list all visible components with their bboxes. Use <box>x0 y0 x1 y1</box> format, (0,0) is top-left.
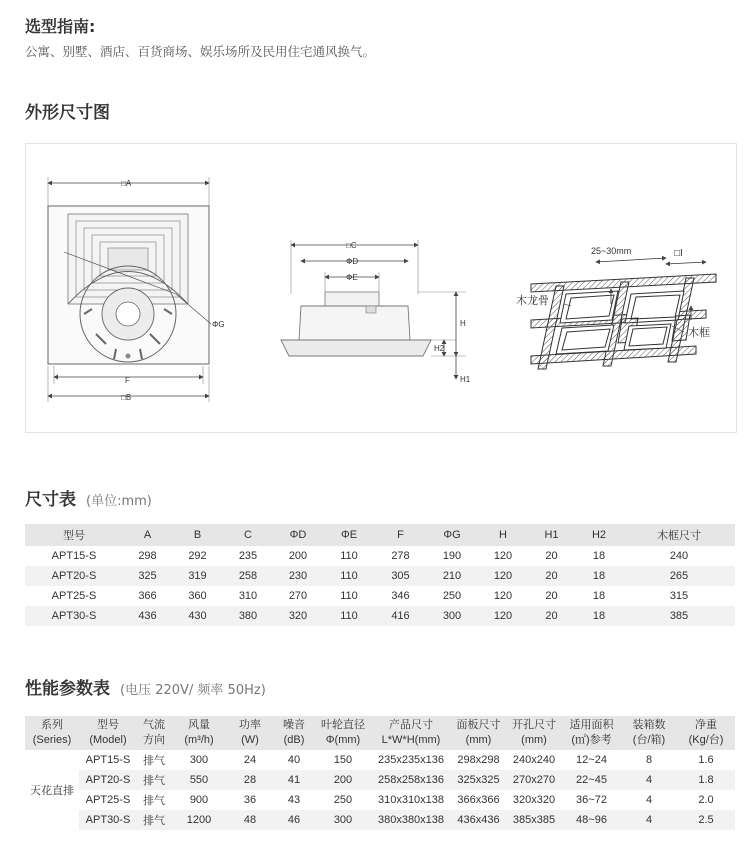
table-cell: APT15-S <box>51 550 97 562</box>
table-row <box>25 546 735 566</box>
table-cell: 235 <box>238 550 258 562</box>
table-row <box>25 790 735 810</box>
table-cell: 270x270 <box>506 770 562 790</box>
table-cell: 36 <box>243 794 257 806</box>
table-cell: 300 <box>315 810 371 830</box>
dim-header: C <box>223 524 273 546</box>
table-cell: 18 <box>592 590 606 602</box>
label-frame: 木框 <box>688 327 710 339</box>
table-cell: 41 <box>273 770 315 790</box>
table-cell: APT20-S <box>25 566 123 586</box>
table-cell: 310 <box>238 590 258 602</box>
table-cell: APT15-S <box>85 754 131 766</box>
table-cell: 235x235x136 <box>377 754 445 766</box>
table-cell: 385x385 <box>506 810 562 830</box>
table-cell: 550 <box>171 770 227 790</box>
perf-header-line: 净重 <box>695 719 717 731</box>
perf-header <box>562 716 621 750</box>
perf-header <box>273 716 315 750</box>
table-cell: 298x298 <box>457 754 500 766</box>
table-cell: 325 <box>123 566 172 586</box>
table-cell: 380 <box>223 606 273 626</box>
side-view <box>281 240 466 379</box>
perf-header-line: Φ(mm) <box>325 734 361 746</box>
table-cell: 18 <box>592 550 606 562</box>
label-h2: H2 <box>434 344 445 353</box>
table-cell: 1.8 <box>677 770 735 790</box>
table-cell: 305 <box>375 566 426 586</box>
table-cell: 200 <box>288 550 308 562</box>
dim-header: ΦD <box>273 524 323 546</box>
table-cell: 120 <box>493 590 513 602</box>
perf-header-line: 风量 <box>188 719 210 731</box>
table-row <box>25 566 735 586</box>
table-cell: 排气 <box>143 795 165 807</box>
table-cell: 366x366 <box>457 794 500 806</box>
table-cell: 18 <box>575 566 623 586</box>
perf-header-line: (mm) <box>521 734 547 746</box>
guide-title: 选型指南: <box>25 17 96 36</box>
table-cell: 258 <box>223 566 273 586</box>
perf-header-line: (mm) <box>465 734 492 746</box>
perf-header-line: 开孔尺寸 <box>512 719 556 731</box>
perf-header-line: 型号 <box>97 719 119 731</box>
table-cell: 4 <box>621 810 677 830</box>
table-cell: 排气 <box>137 770 171 790</box>
perf-header <box>371 716 451 750</box>
perf-header <box>315 716 371 750</box>
table-cell: 346 <box>391 590 410 602</box>
label-h1: H1 <box>460 375 471 384</box>
perf-header-line: 适用面积 <box>569 719 614 731</box>
label-d: ΦD <box>346 257 359 266</box>
dimensions-unit: (单位:mm) <box>86 494 152 509</box>
perf-header <box>25 716 79 750</box>
table-cell: 8 <box>645 754 653 766</box>
table-cell: 20 <box>545 590 558 602</box>
label-keel: 木龙骨 <box>516 295 549 307</box>
perf-header-line: 气流 <box>143 719 165 731</box>
performance-header-row <box>25 716 735 750</box>
table-cell: 43 <box>287 794 301 806</box>
table-cell: 240 <box>669 550 689 562</box>
table-cell: 190 <box>442 550 462 562</box>
performance-unit: (电压 220V/ 频率 50Hz) <box>120 683 266 698</box>
label-e: ΦE <box>346 273 358 282</box>
table-cell: 315 <box>669 590 689 602</box>
table-cell: 48 <box>227 810 273 830</box>
label-a: □A <box>121 179 132 188</box>
table-cell: 416 <box>375 606 426 626</box>
table-cell: 258x258x136 <box>371 770 451 790</box>
dim-header: H <box>478 524 528 546</box>
table-cell: 270 <box>288 590 308 602</box>
table-cell: 22~45 <box>562 770 621 790</box>
table-cell: 2.5 <box>677 810 735 830</box>
table-cell: 12~24 <box>576 754 607 766</box>
table-cell: 20 <box>545 550 558 562</box>
table-cell: 385 <box>623 606 735 626</box>
table-cell: 436x436 <box>451 810 506 830</box>
table-cell: 278 <box>391 550 410 562</box>
perf-header <box>677 716 735 750</box>
perf-header <box>451 716 506 750</box>
label-b: □B <box>121 393 132 402</box>
perf-header-line: 装箱数 <box>632 719 666 731</box>
perf-header-line: (Kg/台) <box>688 734 724 746</box>
performance-table <box>25 716 735 830</box>
table-cell: 292 <box>188 550 207 562</box>
label-i: □I <box>674 248 683 259</box>
dim-header: B <box>172 524 223 546</box>
table-cell: APT30-S <box>25 606 123 626</box>
table-cell: 250 <box>333 794 353 806</box>
table-cell: 排气 <box>137 810 171 830</box>
dimensions-table <box>25 524 735 626</box>
table-row <box>25 810 735 830</box>
series-cell: 天花直排 <box>30 785 74 797</box>
front-view <box>48 177 225 402</box>
table-cell: 36~72 <box>576 794 607 806</box>
dimensions-title <box>25 485 152 510</box>
table-cell: 排气 <box>143 755 165 767</box>
perf-header-line: (dB) <box>283 734 305 746</box>
label-g: ΦG <box>212 320 225 329</box>
table-row <box>25 586 735 606</box>
table-cell: 319 <box>172 566 223 586</box>
dim-header: H1 <box>528 524 575 546</box>
perf-header-line: (m³/h) <box>184 734 214 746</box>
table-cell: 900 <box>189 794 209 806</box>
table-cell: 110 <box>323 606 375 626</box>
perf-header-line: 系列 <box>41 719 63 731</box>
dim-header: A <box>123 524 172 546</box>
perf-header-line: (Model) <box>89 734 127 746</box>
perf-header-line: 产品尺寸 <box>389 719 433 731</box>
table-cell: 1.6 <box>698 754 714 766</box>
dim-header: 木框尺寸 <box>623 524 735 546</box>
dim-header: 型号 <box>25 524 123 546</box>
perf-header-line: (台/箱) <box>632 734 666 746</box>
perf-header-line: 方向 <box>143 734 165 746</box>
table-cell: 210 <box>426 566 478 586</box>
outline-title: 外形尺寸图 <box>25 103 110 123</box>
perf-header <box>227 716 273 750</box>
table-cell: 2.0 <box>698 794 714 806</box>
table-cell: 366 <box>138 590 157 602</box>
table-cell: 110 <box>323 566 375 586</box>
table-cell: 230 <box>273 566 323 586</box>
label-f: F <box>125 376 130 385</box>
table-cell: 40 <box>287 754 301 766</box>
table-cell: 240x240 <box>512 754 556 766</box>
install-view <box>531 258 716 369</box>
table-cell: 120 <box>493 550 513 562</box>
table-cell: 298 <box>138 550 157 562</box>
table-cell: 310x310x138 <box>377 794 445 806</box>
table-cell: APT30-S <box>79 810 137 830</box>
dim-header: ΦE <box>323 524 375 546</box>
guide-text: 公寓、别墅、酒店、百货商场、娱乐场所及民用住宅通风换气。 <box>25 44 376 59</box>
perf-header-line: 面板尺寸 <box>456 719 501 731</box>
table-cell: 20 <box>528 566 575 586</box>
table-cell: 436 <box>123 606 172 626</box>
table-cell: 300 <box>426 606 478 626</box>
table-cell: 250 <box>442 590 462 602</box>
table-cell: APT20-S <box>79 770 137 790</box>
perf-header-line: L*W*H(mm) <box>381 734 441 746</box>
table-cell: 265 <box>623 566 735 586</box>
label-h: H <box>460 319 466 328</box>
table-cell: 46 <box>273 810 315 830</box>
dim-header: ΦG <box>426 524 478 546</box>
label-c: □C <box>346 241 357 250</box>
perf-header-line: (㎡)参考 <box>571 734 612 746</box>
dim-header: H2 <box>575 524 623 546</box>
table-cell: 360 <box>188 590 207 602</box>
perf-header-line: 噪音 <box>283 719 305 731</box>
table-cell: 1200 <box>171 810 227 830</box>
table-cell: APT25-S <box>51 590 97 602</box>
table-cell: 110 <box>340 590 358 602</box>
table-cell: 24 <box>243 754 257 766</box>
table-cell: 320x320 <box>512 794 556 806</box>
table-cell: 28 <box>227 770 273 790</box>
perf-header-line: 功率 <box>239 719 261 731</box>
perf-header <box>171 716 227 750</box>
perf-header <box>79 716 137 750</box>
label-gap: 25~30mm <box>591 246 632 256</box>
table-row <box>25 770 735 790</box>
table-cell: 18 <box>575 606 623 626</box>
dimension-drawing <box>26 144 736 432</box>
dimension-diagram <box>25 143 737 433</box>
perf-header <box>621 716 677 750</box>
performance-title <box>25 674 266 699</box>
dim-header: F <box>375 524 426 546</box>
table-cell: 325x325 <box>451 770 506 790</box>
table-cell: 300 <box>189 754 209 766</box>
perf-header <box>137 716 171 750</box>
table-cell: 4 <box>621 770 677 790</box>
table-cell: APT25-S <box>85 794 131 806</box>
table-cell: 20 <box>528 606 575 626</box>
table-cell: 4 <box>645 794 653 806</box>
table-cell: 150 <box>333 754 353 766</box>
perf-header-line: (Series) <box>32 734 72 746</box>
table-cell: 430 <box>172 606 223 626</box>
dimensions-title-text: 尺寸表 <box>25 490 76 510</box>
table-cell: 200 <box>315 770 371 790</box>
performance-title-text: 性能参数表 <box>25 679 110 699</box>
table-cell: 120 <box>478 606 528 626</box>
perf-header-line: 叶轮直径 <box>321 719 365 731</box>
perf-header <box>506 716 562 750</box>
table-cell: 380x380x138 <box>371 810 451 830</box>
perf-header-line: (W) <box>241 734 259 746</box>
table-cell: 110 <box>340 550 358 562</box>
dimensions-header-row <box>25 524 735 546</box>
table-row <box>25 750 735 770</box>
table-cell: 48~96 <box>562 810 621 830</box>
table-cell: 320 <box>273 606 323 626</box>
table-row <box>25 606 735 626</box>
table-cell: 120 <box>478 566 528 586</box>
